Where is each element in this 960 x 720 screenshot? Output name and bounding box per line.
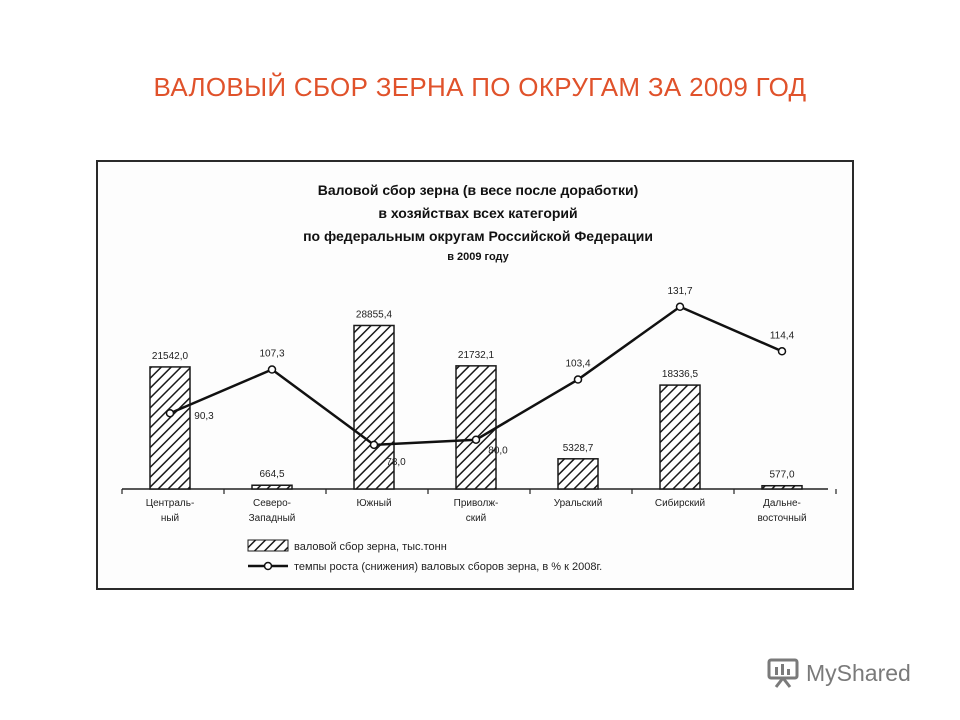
line-point — [575, 376, 582, 383]
category-label: ский — [465, 513, 487, 524]
category-label: Западный — [248, 513, 296, 524]
slide-title: ВАЛОВЫЙ СБОР ЗЕРНА ПО ОКРУГАМ ЗА 2009 ГОД — [153, 72, 807, 102]
category-label: Южный — [356, 498, 392, 509]
bar — [456, 366, 496, 489]
chart-title-line-4: в 2009 году — [447, 251, 509, 263]
line-value-label: 114,4 — [769, 330, 795, 342]
line-point — [371, 441, 378, 448]
category-label: Северо- — [253, 498, 291, 509]
bar-value-label: 21732,1 — [457, 349, 495, 361]
bar — [660, 385, 700, 489]
logo-text: MyShared — [806, 659, 911, 686]
category-label: Уральский — [553, 498, 603, 509]
bar-value-label: 21542,0 — [151, 350, 189, 362]
bar-value-label: 577,0 — [769, 469, 795, 481]
chart-frame — [96, 160, 854, 590]
chart-title-line-2: в хозяйствах всех категорий — [378, 205, 578, 221]
bar — [150, 367, 190, 489]
bar — [558, 459, 598, 489]
bar-value-label: 18336,5 — [661, 369, 699, 381]
category-label: Дальне- — [763, 498, 801, 509]
line-point — [677, 303, 684, 310]
bar — [762, 486, 802, 489]
legend-line-marker — [265, 563, 272, 570]
chart-plot — [98, 162, 854, 590]
line-point — [473, 436, 480, 443]
bar-value-label: 5328,7 — [562, 442, 594, 454]
bar-value-label: 664,5 — [259, 469, 285, 481]
chart-title-line-3: по федеральным округам Российской Федерации — [303, 228, 653, 244]
line-value-label: 103,4 — [565, 358, 591, 370]
myshared-logo — [766, 656, 911, 690]
bar-value-label: 28855,4 — [355, 309, 393, 321]
line-point — [779, 348, 786, 355]
legend-line-label: темпы роста (снижения) валовых сборов зерна, в % к 2008г. — [294, 561, 603, 573]
category-label: Сибирский — [654, 498, 706, 509]
line-value-label: 80,0 — [488, 445, 508, 457]
line-point — [167, 410, 174, 417]
category-label: Централь- — [145, 498, 195, 509]
line-value-label: 90,3 — [194, 411, 214, 423]
presentation-board-icon — [766, 657, 800, 689]
chart-title-line-1: Валовой сбор зерна (в весе после доработки) — [317, 182, 639, 198]
category-label: ный — [160, 513, 180, 524]
line-value-label: 131,7 — [667, 285, 693, 297]
line-value-label: 78,0 — [386, 456, 406, 468]
category-label: Приволж- — [453, 498, 499, 509]
bar — [252, 485, 292, 489]
line-value-label: 107,3 — [259, 348, 285, 360]
line-point — [269, 366, 276, 373]
category-label: восточный — [757, 513, 807, 524]
legend-bar-label: валовой сбор зерна, тыс.тонн — [294, 541, 447, 553]
legend-bar-swatch — [248, 540, 288, 551]
